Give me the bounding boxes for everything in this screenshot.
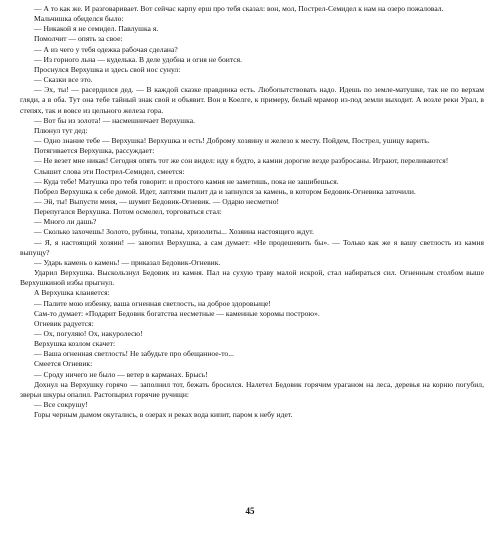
- paragraph: Дохнул на Верхушку горячо — заполнил тот, бежать бросился. Налетел Бедовик горячим ураганом на леса, деревья на корню погубил, зверьи шкуры опалил. Растопырил горячие ручищи:: [20, 379, 484, 399]
- paragraph: — Сказки все это.: [34, 75, 93, 85]
- paragraph: — Сроду ничего не было — ветер в карманах. Брысь!: [34, 369, 208, 379]
- paragraph: Ударил Верхушка. Выскользнул Бедовик из камня. Пал на сухую траву малой искрой, стал набираться сил. Огненным столбом выше Верхушкиной избы прыгнул.: [20, 268, 484, 288]
- paragraph: — Вот бы из золота! — насмешничает Верхушка.: [34, 115, 195, 125]
- paragraph: Потягивается Верхушка, рассуждает:: [34, 146, 155, 156]
- paragraph: — Никакой я не семидел. Павлушка я.: [34, 24, 159, 34]
- paragraph: Огневик радуется:: [34, 318, 94, 328]
- paragraph: — Сколько захочешь! Золото, рубины, топазы, хризолиты... Хозяина настоящего ждут.: [34, 227, 314, 237]
- paragraph: — Много ли дашь?: [34, 217, 97, 227]
- paragraph: — Палите мою избенку, ваша огненная светлость, на доброе здоровьице!: [34, 298, 271, 308]
- paragraph: Слышит слова эти Пострел-Семидел, смеется:: [34, 166, 185, 176]
- paragraph: Смеется Огневик:: [34, 359, 93, 369]
- paragraph: — Ох, погуляю! Ох, накуролесю!: [34, 329, 143, 338]
- paragraph: Проснулся Верхушка и здесь свой нос сунул:: [34, 64, 181, 74]
- paragraph: Сам-то думает: «Подарит Бедовик богатства несметные — каменные хоромы построю».: [34, 308, 320, 318]
- paragraph: — А из чего у тебя одежка рабочая сделана?: [34, 44, 178, 54]
- paragraph: — А то как же. И разговаривает. Вот сейчас карпу ерш про тебя сказал: вон, мол, Пострел-Семидел к нам на озеро пожаловал.: [34, 4, 444, 13]
- paragraph: Помолчит — опять за свое:: [34, 34, 123, 44]
- paragraph: Побрел Верхушка к себе домой. Идет, лаптями пылит да и запнулся за камень, в котором Бедовик-Огневика заточили.: [34, 186, 416, 196]
- paragraph: — Эй, ты! Выпусти меня, — шумит Бедовик-Огневик. — Одарю несметно!: [34, 196, 280, 206]
- paragraph: — Эх, ты! — расердился дед. — В каждой сказке правдинка есть. Любопытствовать надо. Идешь по земле-матушке, так не по верхам гляди, а в оба. Тут она тебе тайный знак свой и объявит. Вон в Коелге, к примеру, белый мрамор из-под земли выходит. А возле реки Урал, в степях, так и вовсе из цельного железа гора.: [20, 85, 484, 115]
- paragraph: Верхушка козлом скачет:: [34, 339, 116, 349]
- paragraph: Мальчишка обиделся было:: [34, 14, 124, 24]
- paragraph: Перепугался Верхушка. Потом осмелел, торговаться стал:: [34, 207, 222, 217]
- paragraph: А Верхушка кланяется:: [34, 288, 110, 298]
- page-number: 45: [245, 506, 255, 516]
- paragraph: Горы черным дымом окутались, в озерах и реках вода кипит, паром к небу идет.: [34, 410, 293, 420]
- paragraph: — Ваша огненная светлость! Не забудьте про обещанное-то...: [34, 349, 234, 359]
- paragraph: — Из горного льна — куделька. В деле удобна и огня не боится.: [34, 54, 243, 64]
- paragraph: — Я, я настоящий хозяин! — завопил Верхушка, а сам думает: «Не продешевить бы». — Только как же я вашу светлость из камня выпущу?: [20, 237, 484, 257]
- paragraph: — Все сокрушу!: [34, 400, 88, 410]
- paragraph: — Не везет мне никак! Сегодня опять тот же сон видел: иду я будто, а камни дорогие везде разбросаны. Играют, переливаются!: [34, 156, 449, 166]
- paragraph: — Одно знание тебе — Верхушка! Верхушка и есть! Доброму хозяину и железо к месту. Пойдем, Пострел, ушицу варить.: [34, 136, 430, 146]
- page-text: [20, 4, 484, 420]
- paragraph: Плюнул тут дед:: [34, 125, 88, 135]
- paragraph: — Куда тебе! Матушка про тебя говорит: и простого камня не заметишь, пока не зашибешься.: [34, 176, 339, 186]
- paragraph: — Ударь камень о камень! — приказал Бедовик-Огневик.: [34, 257, 221, 267]
